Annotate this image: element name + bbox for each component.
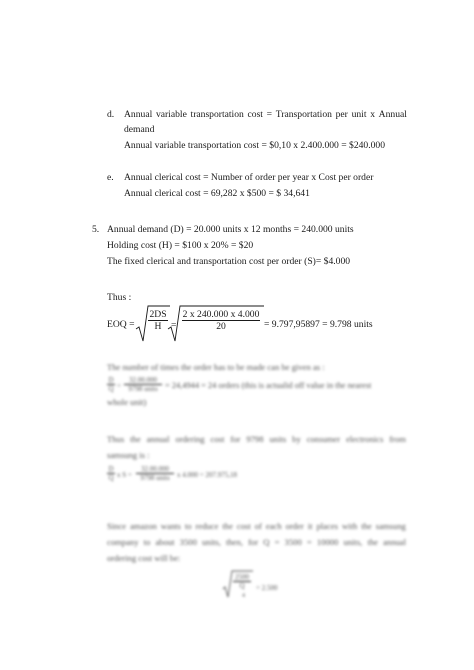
- blur-p3-line2-word: units,: [343, 537, 363, 547]
- blur-p2-line1-word: the: [130, 434, 141, 444]
- blur-p1-frac2-den: 9798 units: [128, 385, 158, 393]
- blur-p3-line2-word: Q: [263, 537, 270, 547]
- item-e-line1: Annual clerical cost = Number of order per year x Cost per order: [124, 172, 374, 183]
- item-d-line1-word: x: [370, 109, 375, 120]
- eoq-result: = 9.797,95897 = 9.798 units: [264, 319, 373, 330]
- blur-p3-line1-word: reduce: [195, 521, 219, 531]
- blur-p3-line1-word: Since: [107, 521, 127, 531]
- blur-p1-line3: whole unit): [107, 397, 147, 407]
- item-d-line1-word: Annual: [124, 109, 153, 120]
- blur-p1-frac2-num: 32.00.000: [129, 376, 157, 384]
- blur-p1-frac2: [124, 376, 162, 393]
- blur-p3-line1-word: the: [361, 521, 372, 531]
- blur-p3-line3: ordering cost will be:: [107, 553, 181, 563]
- blur-p3-line2-word: =: [274, 537, 280, 547]
- blur-p2-line1-word: 9798: [246, 434, 264, 444]
- blur-p3-line1-word: with: [341, 521, 358, 531]
- blur-p3-line1-word: cost: [236, 521, 251, 531]
- blur-p2-result: x 4.000 = 207.975,18: [177, 471, 237, 479]
- blur-p3-line2: [107, 536, 406, 548]
- blur-p2-line1-word: from: [389, 434, 406, 444]
- blur-p1-eq: =: [117, 382, 121, 390]
- item-5-marker: 5.: [92, 224, 100, 235]
- blur-p1-frac1-den: Q: [108, 385, 114, 393]
- blur-p3-line1-word: each: [265, 521, 282, 531]
- eoq-equals: =: [171, 320, 177, 331]
- blur-p1-frac1-num: D: [108, 376, 114, 384]
- item-d-line1-word: Transportation: [275, 109, 332, 120]
- blur-p3-line2-word: 10000: [316, 537, 339, 547]
- blur-p2-frac2-den: 9798 units: [140, 474, 170, 482]
- blur-p2-frac2-num: 32.00.000: [141, 465, 169, 473]
- blur-p3-line1-word: of: [254, 521, 262, 531]
- blur-p2-mid: x S =: [117, 471, 132, 479]
- blur-p3-line2-word: 3500: [284, 537, 302, 547]
- blur-p1-line1: The number of times the order has to be made can be given as :: [107, 362, 325, 372]
- blur-p3-line2-word: the: [367, 537, 378, 547]
- blur-p3-line2-word: then,: [225, 537, 243, 547]
- item-d-line1-word: transportation: [190, 109, 244, 120]
- eoq-fraction-2: [182, 309, 260, 332]
- blur-p2-line1-word: for: [230, 434, 241, 444]
- blur-p2-line1-word: electronics: [346, 434, 384, 444]
- blur-p3-line2-word: company: [107, 537, 139, 547]
- blur-p2-line1-word: cost: [210, 434, 225, 444]
- thus-label: Thus :: [107, 292, 132, 303]
- blur-p3-line1-word: order: [285, 521, 304, 531]
- item-d-line1-word: unit: [351, 109, 367, 120]
- item-5-line1: Annual demand (D) = 20.000 units x 12 months = 240.000 units: [107, 224, 354, 235]
- eoq-fraction-1: [148, 309, 168, 332]
- blur-p2-line1-word: consumer: [306, 434, 341, 444]
- blur-p3-frac-num: 2500: [235, 573, 249, 581]
- blur-p3-line2-word: units,: [201, 537, 221, 547]
- blur-p3-line1-word: it: [307, 521, 313, 531]
- blur-p2-line1-word: annual: [146, 434, 170, 444]
- item-d-line2: demand: [124, 124, 155, 135]
- item-5-line2: Holding cost (H) = $100 x 20% = $20: [107, 240, 254, 251]
- frac2-numerator: 2 x 240.000 x 4.000: [182, 309, 260, 320]
- blur-p3-line1-word: places: [316, 521, 338, 531]
- blur-p2-line2: samsung is :: [107, 450, 150, 460]
- blur-p3-line2-word: annual: [383, 537, 406, 547]
- blur-p1-frac1: [107, 376, 115, 393]
- item-d-line1-word: =: [266, 109, 273, 120]
- blur-p3-line1: [107, 520, 406, 532]
- eoq-lhs: EOQ =: [107, 319, 135, 330]
- blur-p3-line2-word: 3500: [179, 537, 197, 547]
- blur-p3-frac-den: Q: [239, 582, 245, 590]
- item-d-line1-word: per: [335, 109, 348, 120]
- frac2-denominator: 20: [216, 321, 226, 332]
- blur-p3-line1-word: the: [222, 521, 233, 531]
- blur-p3-line2-word: =: [306, 537, 312, 547]
- item-d-line1: [124, 109, 407, 121]
- blur-p2-line1-word: units: [269, 434, 287, 444]
- item-d-marker: d.: [107, 109, 115, 120]
- item-d-line1-word: Annual: [378, 109, 407, 120]
- blur-p2-line1: [107, 433, 406, 445]
- blur-p3-line2-word: to: [143, 537, 151, 547]
- blur-p3-line1-word: wants: [160, 521, 181, 531]
- item-e-line2: Annual clerical cost = 69,282 x $500 = $ 34,641: [124, 188, 310, 199]
- blur-p2-line1-word: Thus: [107, 434, 125, 444]
- frac1-denominator: H: [154, 321, 162, 332]
- blur-p1-result: = 24,4944 = 24 orders (this is actualid off value in the nearest: [165, 381, 372, 390]
- item-d-line3: Annual variable transportation cost = $0,10 x 2.400.000 = $240.000: [124, 140, 386, 151]
- blur-p2-line1-word: ordering: [175, 434, 205, 444]
- frac1-numerator: 2DS: [149, 309, 167, 320]
- item-5-line3: The fixed clerical and transportation cost per order (S)= $4.000: [107, 256, 351, 267]
- blur-p2-line1-word: by: [292, 434, 301, 444]
- blur-p3-line1-word: samsung: [375, 521, 406, 531]
- blur-p2-frac1-den: Q: [108, 474, 114, 482]
- blur-p3-line1-word: amazon: [130, 521, 157, 531]
- blur-p3-line1-word: to: [184, 521, 192, 531]
- item-d-line1-word: variable: [155, 109, 187, 120]
- blur-p2-frac1: [107, 465, 115, 482]
- blur-p3-line2-word: about: [155, 537, 175, 547]
- blur-p3-inner-den: 4: [242, 593, 245, 599]
- item-e-marker: e.: [107, 172, 114, 183]
- item-d-line1-word: cost: [247, 109, 263, 120]
- blur-p3-result: = 2.500: [256, 584, 278, 592]
- blur-p3-frac: [233, 573, 251, 590]
- blur-p3-line2-word: for: [248, 537, 259, 547]
- blur-p2-frac2: [136, 465, 174, 482]
- blur-p2-frac1-num: D: [108, 465, 114, 473]
